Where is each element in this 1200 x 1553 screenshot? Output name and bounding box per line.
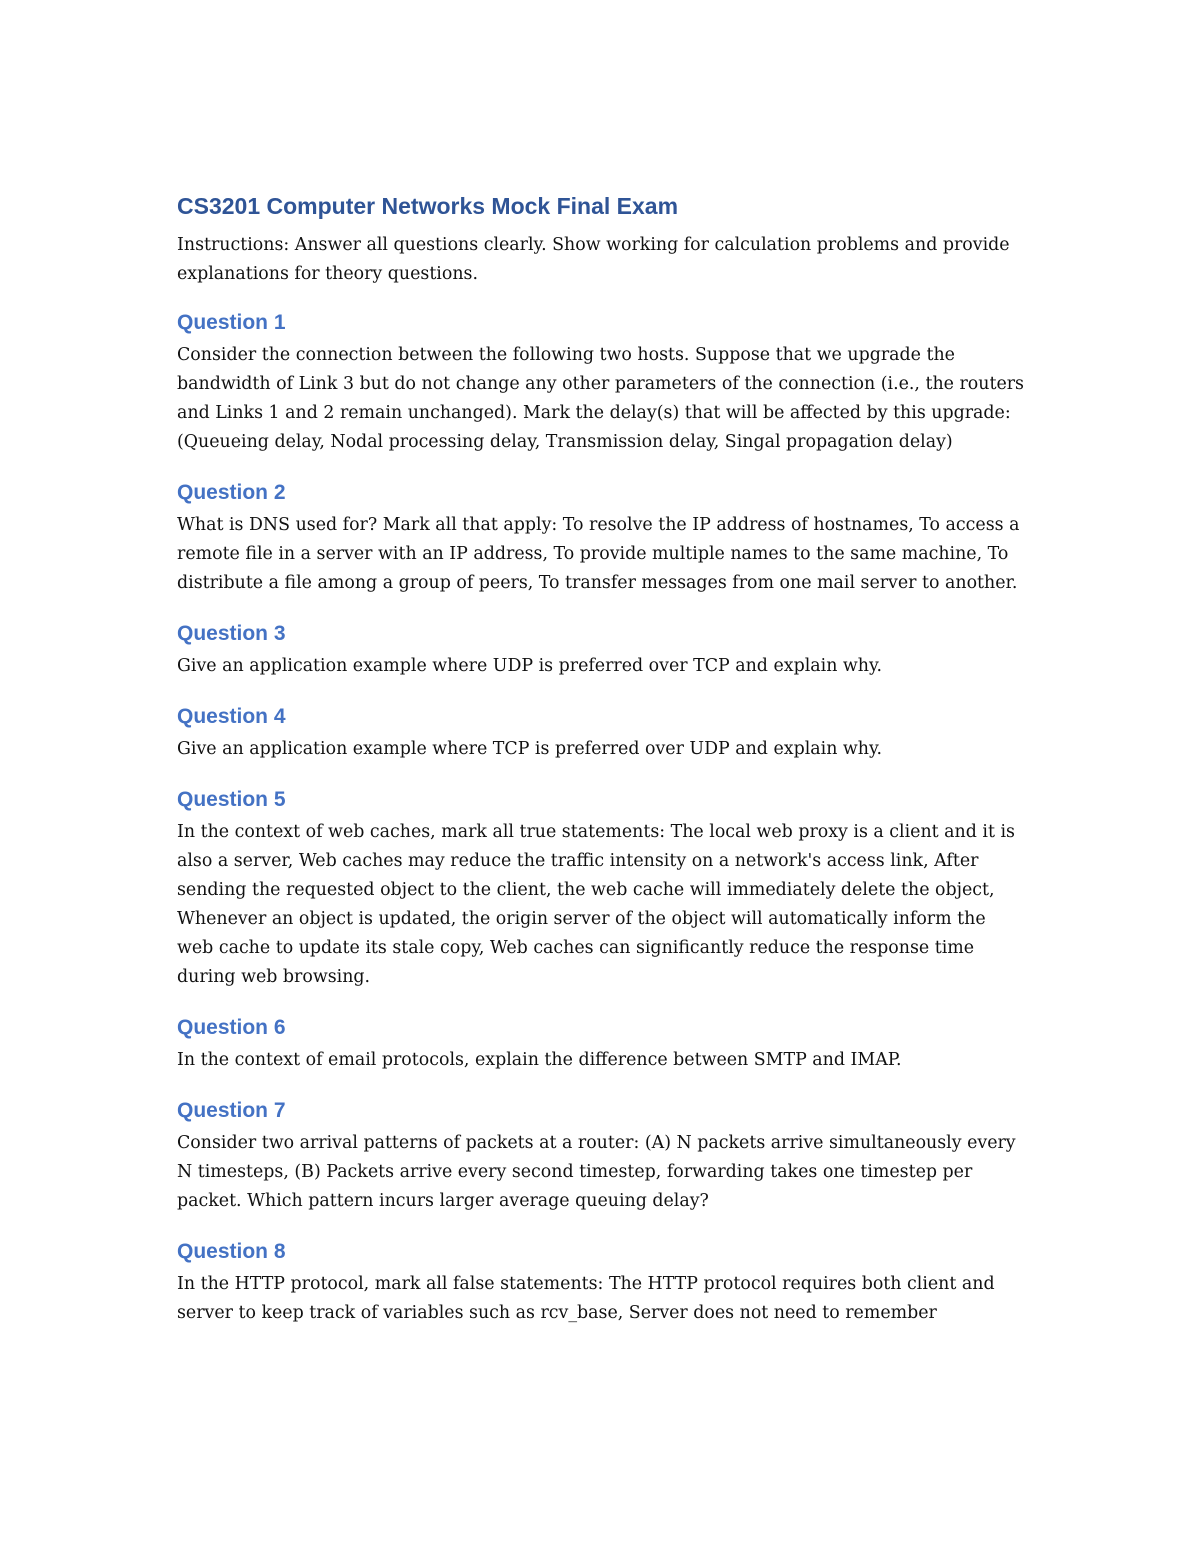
question-text: Give an application example where UDP is preferred over TCP and explain why. — [177, 656, 883, 676]
question-text: In the context of web caches, mark all true statements: The local web proxy is a client and it is also a server, Web caches may reduce the traffic intensity on a network's access link, After sending the requested object to the client, the web cache will immediately delete the object, Whenever an object is updated, the origin server of the object will automatically inform the web cache to update its stale copy, Web caches can significantly reduce the response time during web browsing. — [177, 822, 1015, 987]
question-8 — [177, 1237, 1027, 1328]
question-heading: Question 3 — [177, 622, 286, 645]
question-7 — [177, 1096, 1027, 1216]
question-1 — [177, 308, 1027, 457]
question-text: Give an application example where TCP is preferred over UDP and explain why. — [177, 739, 883, 759]
question-text: Consider two arrival patterns of packets at a router: (A) N packets arrive simultaneously every N timesteps, (B) Packets arrive every second timestep, forwarding takes one timestep per packet. Which pattern incurs larger average queuing delay? — [177, 1133, 1016, 1211]
question-heading: Question 6 — [177, 1016, 286, 1039]
question-6 — [177, 1013, 1027, 1075]
question-5 — [177, 785, 1027, 992]
question-heading: Question 5 — [177, 788, 286, 811]
instructions-text: Instructions: Answer all questions clearly. Show working for calculation problems and provide explanations for theory questions. — [177, 235, 1010, 284]
question-3 — [177, 619, 1027, 681]
question-text: What is DNS used for? Mark all that apply: To resolve the IP address of hostnames, To access a remote file in a server with an IP address, To provide multiple names to the same machine, To distribute a file among a group of peers, To transfer messages from one mail server to another. — [177, 515, 1020, 593]
question-2 — [177, 478, 1027, 598]
page-title: CS3201 Computer Networks Mock Final Exam — [177, 193, 679, 219]
question-heading: Question 4 — [177, 705, 286, 728]
question-text: In the HTTP protocol, mark all false statements: The HTTP protocol requires both client and server to keep track of variables such as rcv_base, Server does not need to remember — [177, 1274, 995, 1323]
question-heading: Question 1 — [177, 311, 286, 334]
question-heading: Question 2 — [177, 481, 286, 504]
question-text: In the context of email protocols, explain the difference between SMTP and IMAP. — [177, 1050, 902, 1070]
question-heading: Question 7 — [177, 1099, 286, 1122]
question-text: Consider the connection between the following two hosts. Suppose that we upgrade the bandwidth of Link 3 but do not change any other parameters of the connection (i.e., the routers and Links 1 and 2 remain unchanged). Mark the delay(s) that will be affected by this upgrade: (Queueing delay, Nodal processing delay, Transmission delay, Singal propagation delay) — [177, 345, 1024, 452]
question-4 — [177, 702, 1027, 764]
question-heading: Question 8 — [177, 1240, 286, 1263]
document-content — [177, 190, 1027, 1349]
